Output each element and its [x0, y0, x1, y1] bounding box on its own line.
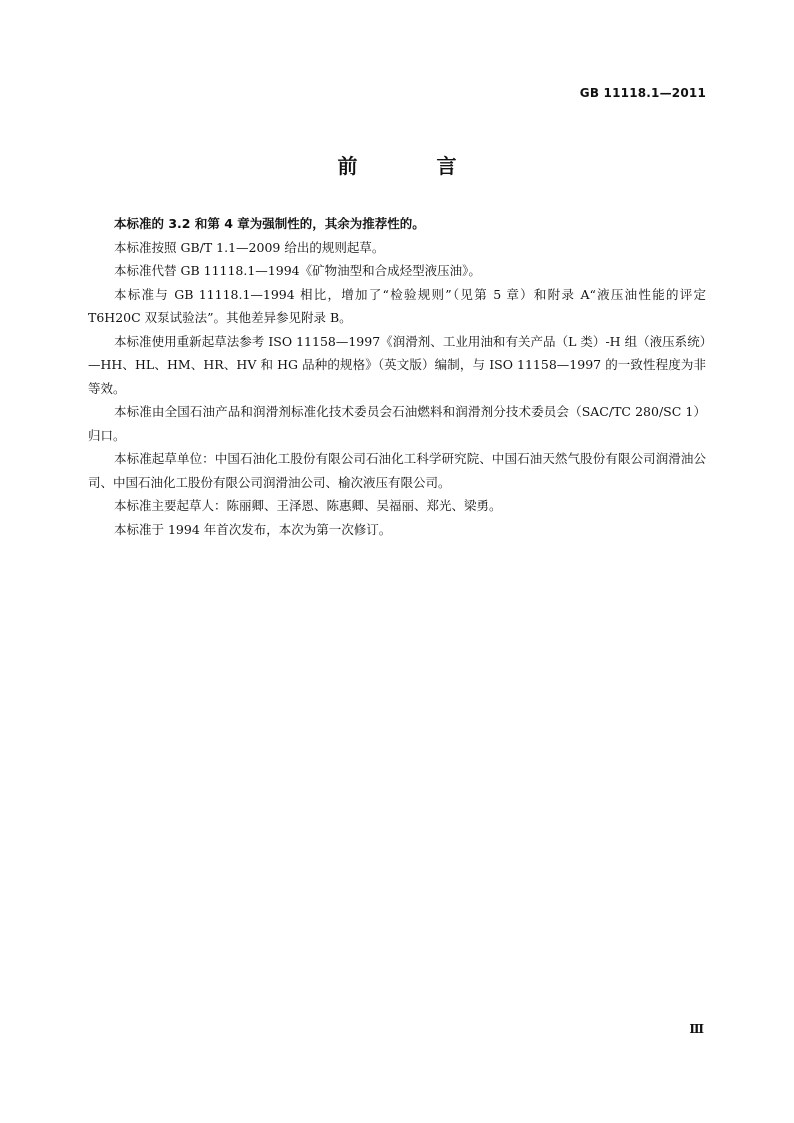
paragraph-drafting-units: 本标准起草单位：中国石油化工股份有限公司石油化工科学研究院、中国石油天然气股份有限公司润滑油公司、中国石油化工股份有限公司润滑油公司、榆次液压有限公司。 [88, 451, 706, 490]
paragraph-history: 本标准于 1994 年首次发布，本次为第一次修订。 [114, 521, 392, 537]
paragraph-drafting-rules: 本标准按照 GB/T 1.1—2009 给出的规则起草。 [114, 239, 385, 255]
standard-number-header: GB 11118.1—2011 [579, 86, 706, 100]
paragraph-mandatory-clauses: 本标准的 3.2 和第 4 章为强制性的，其余为推荐性的。 [114, 216, 425, 231]
paragraph-drafters: 本标准主要起草人：陈丽卿、王泽恩、陈惠卿、吴福丽、郑光、梁勇。 [114, 498, 502, 513]
paragraph-iso-reference: 本标准使用重新起草法参考 ISO 11158—1997《润滑剂、工业用油和有关产品（L 类）-H 组（液压系统）—HH、HL、HM、HR、HV 和 HG 品种的规格》（英文版）编制，与 ISO 11158—1997 的一致性程度为非等效。 [88, 333, 706, 396]
paragraph-committee: 本标准由全国石油产品和润滑剂标准化技术委员会石油燃料和润滑剂分技术委员会（SAC/TC 280/SC 1）归口。 [88, 404, 706, 443]
foreword-body [88, 212, 706, 541]
paragraph-changes: 本标准与 GB 11118.1—1994 相比，增加了“检验规则”（见第 5 章）和附录 A“液压油性能的评定 T6H20C 双泵试验法”。其他差异参见附录 B。 [88, 286, 706, 325]
page-title: 前 言 [337, 154, 493, 178]
page-number: Ⅲ [689, 1022, 704, 1036]
paragraph-replaces: 本标准代替 GB 11118.1—1994《矿物油型和合成烃型液压油》。 [114, 263, 481, 278]
